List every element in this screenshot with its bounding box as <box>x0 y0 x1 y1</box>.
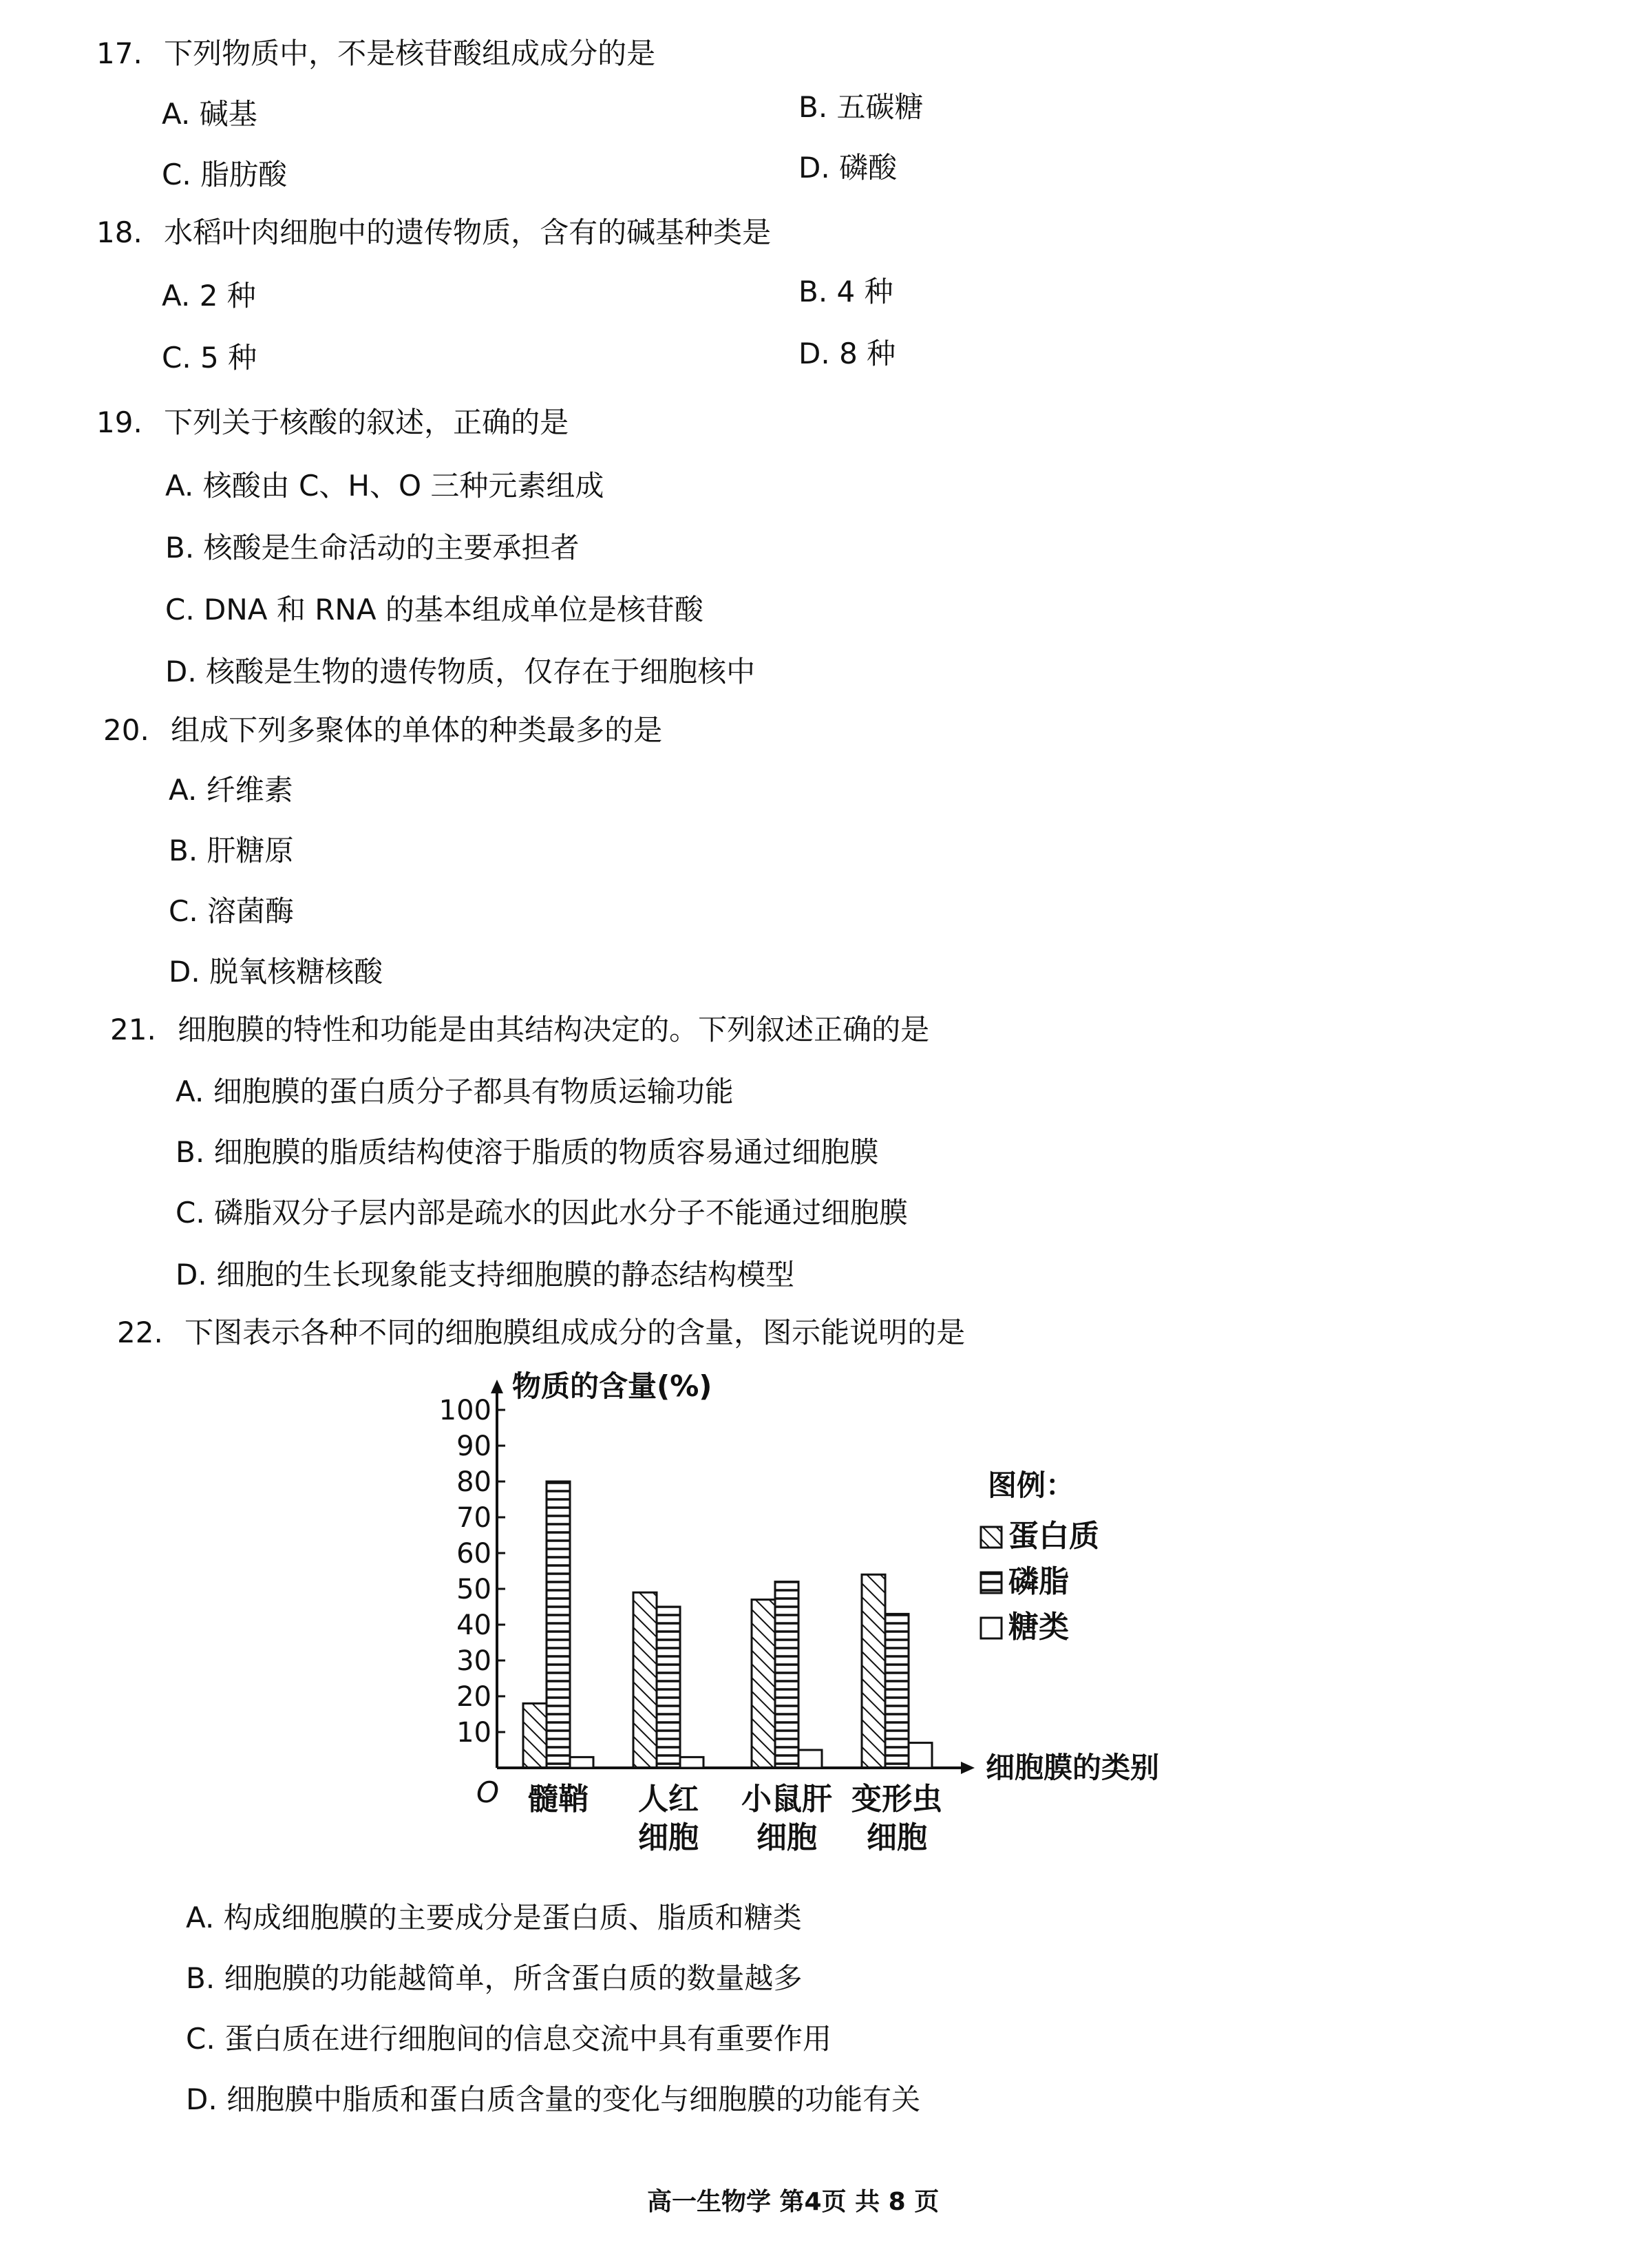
origin-label: O <box>476 1775 500 1809</box>
question-stem: 下列物质中，不是核苷酸组成成分的是 <box>164 36 656 70</box>
y-tick-label: 60 <box>456 1538 491 1570</box>
option-20c: C. 溶菌酶 <box>169 894 295 928</box>
question-number: 17. <box>96 36 142 70</box>
y-tick-label: 50 <box>456 1574 491 1605</box>
option-21d: D. 细胞的生长现象能支持细胞膜的静态结构模型 <box>176 1258 795 1291</box>
bar-糖类-1 <box>680 1757 703 1768</box>
option-19d: D. 核酸是生物的遗传物质，仅存在于细胞核中 <box>165 655 756 688</box>
option-18c: C. 5 种 <box>162 341 257 374</box>
bar-磷脂-2 <box>775 1582 798 1768</box>
option-20a: A. 纤维素 <box>169 773 293 807</box>
bar-磷脂-0 <box>547 1481 570 1768</box>
question-stem: 下图表示各种不同的细胞膜组成成分的含量，图示能说明的是 <box>184 1316 966 1349</box>
option-18d: D. 8 种 <box>798 337 896 370</box>
category-label: 变形虫 <box>851 1782 942 1817</box>
y-tick-label: 70 <box>456 1502 491 1534</box>
x-axis-label: 细胞膜的类别 <box>986 1751 1160 1784</box>
option-20b: B. 肝糖原 <box>169 834 294 867</box>
category-label: 细胞 <box>867 1820 927 1855</box>
option-21a: A. 细胞膜的蛋白质分子都具有物质运输功能 <box>176 1075 734 1108</box>
y-axis-label: 物质的含量(%) <box>512 1369 712 1403</box>
option-18a: A. 2 种 <box>162 279 256 313</box>
option-22b: B. 细胞膜的功能越简单，所含蛋白质的数量越多 <box>186 1961 803 1995</box>
bar-蛋白质-0 <box>523 1703 547 1768</box>
bar-磷脂-3 <box>885 1614 909 1768</box>
legend-entry: 磷脂 <box>1008 1564 1069 1599</box>
x-axis-arrow <box>961 1762 975 1774</box>
bar-糖类-2 <box>798 1750 822 1768</box>
question-stem: 下列关于核酸的叙述，正确的是 <box>164 405 569 439</box>
question-number: 20. <box>103 713 149 747</box>
legend-title: 图例： <box>988 1468 1075 1502</box>
option-19c: C. DNA 和 RNA 的基本组成单位是核苷酸 <box>165 593 703 626</box>
legend-entry: 糖类 <box>1008 1610 1069 1645</box>
question-number: 22. <box>117 1316 163 1349</box>
bar-蛋白质-3 <box>862 1574 885 1768</box>
question-number: 19. <box>96 405 142 439</box>
question-stem: 水稻叶肉细胞中的遗传物质，含有的碱基种类是 <box>164 215 772 249</box>
option-17d: D. 磷酸 <box>798 151 898 184</box>
option-21c: C. 磷脂双分子层内部是疏水的因此水分子不能通过细胞膜 <box>176 1196 909 1230</box>
option-21b: B. 细胞膜的脂质结构使溶于脂质的物质容易通过细胞膜 <box>176 1135 879 1169</box>
y-tick-label: 100 <box>438 1395 491 1426</box>
page-footer: 高一生物学 第4页 共 8 页 <box>647 2188 940 2216</box>
y-tick-label: 90 <box>456 1431 491 1462</box>
question-number: 18. <box>96 215 142 249</box>
category-label: 小鼠肝 <box>741 1782 832 1817</box>
legend-swatch <box>981 1618 1002 1638</box>
y-tick-label: 20 <box>456 1681 491 1713</box>
y-tick-label: 30 <box>456 1645 491 1677</box>
legend-swatch <box>981 1527 1002 1548</box>
option-17b: B. 五碳糖 <box>798 90 924 124</box>
option-18b: B. 4 种 <box>798 275 893 308</box>
option-17c: C. 脂肪酸 <box>162 158 288 191</box>
y-tick-label: 10 <box>456 1717 491 1749</box>
category-label: 细胞 <box>638 1820 699 1855</box>
option-22d: D. 细胞膜中脂质和蛋白质含量的变化与细胞膜的功能有关 <box>186 2082 921 2116</box>
bar-糖类-0 <box>570 1757 593 1768</box>
y-axis-arrow <box>491 1380 503 1393</box>
bar-蛋白质-2 <box>752 1600 775 1768</box>
bar-磷脂-1 <box>657 1607 680 1768</box>
legend-entry: 蛋白质 <box>1008 1519 1099 1554</box>
legend-swatch <box>981 1572 1002 1593</box>
option-22a: A. 构成细胞膜的主要成分是蛋白质、脂质和糖类 <box>186 1901 802 1934</box>
option-19a: A. 核酸由 C、H、O 三种元素组成 <box>165 469 604 503</box>
y-tick-label: 40 <box>456 1610 491 1641</box>
question-number: 21. <box>110 1013 156 1046</box>
y-tick-label: 80 <box>456 1466 491 1498</box>
category-label: 髓鞘 <box>528 1782 589 1817</box>
category-label: 人红 <box>638 1782 699 1817</box>
option-17a: A. 碱基 <box>162 97 257 131</box>
category-label: 细胞 <box>756 1820 817 1855</box>
option-20d: D. 脱氧核糖核酸 <box>169 955 383 989</box>
bar-糖类-3 <box>909 1743 932 1768</box>
option-19b: B. 核酸是生命活动的主要承担者 <box>165 531 580 565</box>
question-stem: 组成下列多聚体的单体的种类最多的是 <box>171 713 663 747</box>
question-stem: 细胞膜的特性和功能是由其结构决定的。下列叙述正确的是 <box>178 1013 930 1046</box>
bar-蛋白质-1 <box>633 1592 657 1768</box>
option-22c: C. 蛋白质在进行细胞间的信息交流中具有重要作用 <box>186 2022 832 2056</box>
